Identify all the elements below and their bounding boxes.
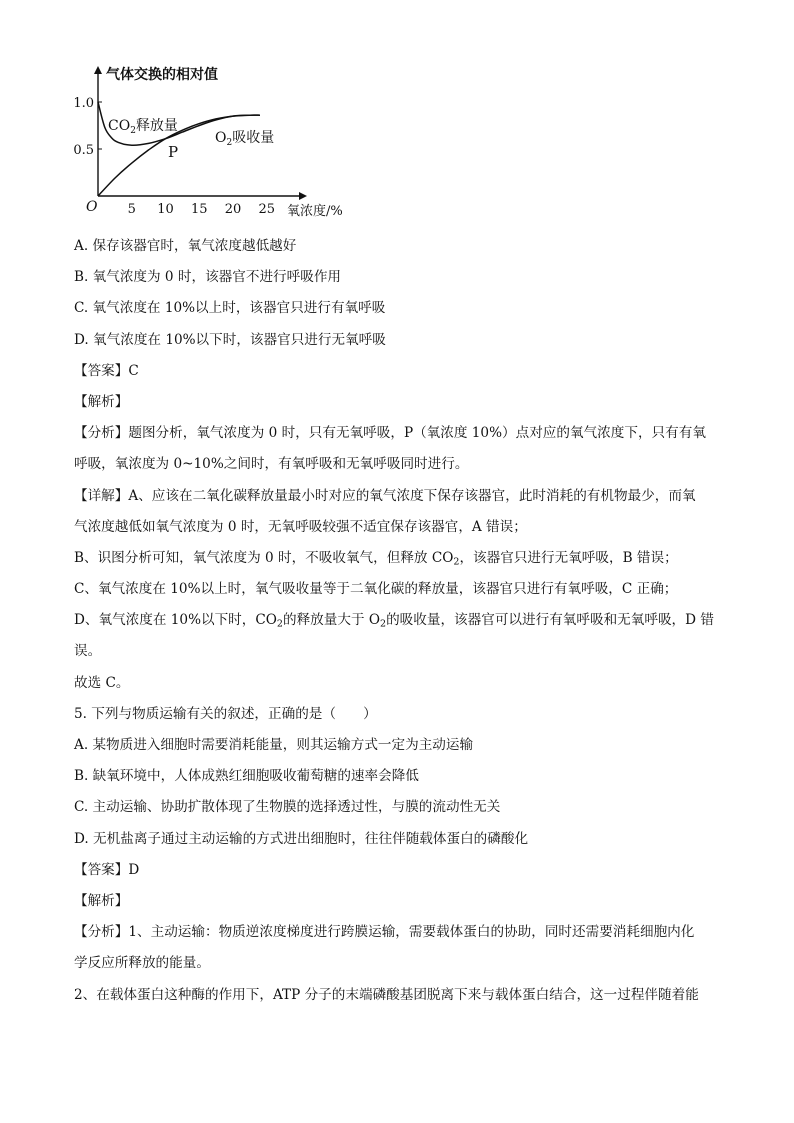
x-tick-label: 20 — [224, 202, 242, 217]
text-line: D. 无机盐离子通过主动运输的方式进出细胞时，往往伴随载体蛋白的磷酸化 — [74, 830, 529, 847]
y-tick-label: 1.0 — [73, 96, 94, 111]
text-line: C. 主动运输、协助扩散体现了生物膜的选择透过性，与膜的流动性无关 — [74, 799, 501, 816]
x-tick-label: 10 — [157, 202, 174, 217]
text-line: 【详解】A、应该在二氧化碳释放量最小时对应的氧气浓度下保存该器官，此时消耗的有机物最少，而氧 — [74, 487, 696, 504]
text-line: A. 保存该器官时，氧气浓度越低越好 — [74, 238, 297, 254]
text-line: B、识图分析可知，氧气浓度为 0 时，不吸收氧气，但释放 $CO_2$，该器官只进行无氧呼吸，B 错误； — [74, 549, 678, 568]
text-line: 故选 C。 — [74, 674, 130, 691]
text-line: 2、在载体蛋白这种酶的作用下，ATP 分子的末端磷酸基团脱离下来与载体蛋白结合，这一过程伴随着能 — [74, 986, 699, 1003]
series-label-co2: $CO_2$释放量 — [108, 118, 178, 136]
origin-label: O — [86, 199, 98, 215]
text-line: D、氧气浓度在 10%以下时，$CO_2$的释放量大于 $O_2$的吸收量，该器官可以进行有氧呼吸和无氧呼吸，D 错 — [74, 612, 714, 630]
x-tick-label: 15 — [190, 202, 208, 217]
text-line: C. 氧气浓度在 10%以上时，该器官只进行有氧呼吸 — [74, 300, 386, 317]
x-tick-label: 25 — [258, 202, 276, 217]
text-line: 误。 — [74, 643, 102, 660]
text-line: 【分析】题图分析，氧气浓度为 0 时，只有无氧呼吸，P（氧浓度 10%）点对应的氧气浓度下，只有有氧 — [74, 425, 706, 442]
y-tick-label: 0.5 — [73, 143, 94, 158]
text-line: 气浓度越低如氧气浓度为 0 时，无氧呼吸较强不适宜保存该器官，A 错误； — [74, 518, 527, 535]
text-line: 【解析】 — [74, 892, 129, 909]
gas-exchange-chart — [73, 60, 370, 230]
text-line: C、氧气浓度在 10%以上时，氧气吸收量等于二氧化碳的释放量，该器官只进行有氧呼吸，C 正确； — [74, 581, 678, 598]
text-line: A. 某物质进入细胞时需要消耗能量，则其运输方式一定为主动运输 — [74, 737, 474, 753]
text-line: 学反应所释放的能量。 — [74, 955, 210, 972]
x-tick-label: 5 — [127, 202, 136, 217]
text-line: 【分析】1、主动运输：物质逆浓度梯度进行跨膜运输，需要载体蛋白的协助，同时还需要消耗细胞内化 — [74, 924, 695, 941]
text-line: B. 氧气浓度为 0 时，该器官不进行呼吸作用 — [74, 269, 342, 286]
text-line: 5. 下列与物质运输有关的叙述，正确的是（ ） — [74, 705, 377, 722]
text-line: 呼吸，氧浓度为 0~10%之间时，有氧呼吸和无氧呼吸同时进行。 — [74, 456, 469, 473]
intersection-point-label: P — [168, 143, 179, 161]
text-line: 【解析】 — [74, 393, 129, 410]
oxygen-concentration-figure — [73, 60, 370, 230]
series-label-o2: $O_2$吸收量 — [215, 130, 275, 148]
text-line: D. 氧气浓度在 10%以下时，该器官只进行无氧呼吸 — [74, 331, 386, 348]
y-axis-label: 气体交换的相对值 — [106, 67, 218, 83]
text-line: 【答案】D — [74, 861, 140, 878]
text-line: 【答案】C — [74, 362, 139, 379]
document-body — [74, 231, 724, 1011]
text-line: B. 缺氧环境中，人体成熟红细胞吸收葡萄糖的速率会降低 — [74, 768, 419, 785]
x-axis-label: 氧浓度/% — [287, 204, 343, 219]
